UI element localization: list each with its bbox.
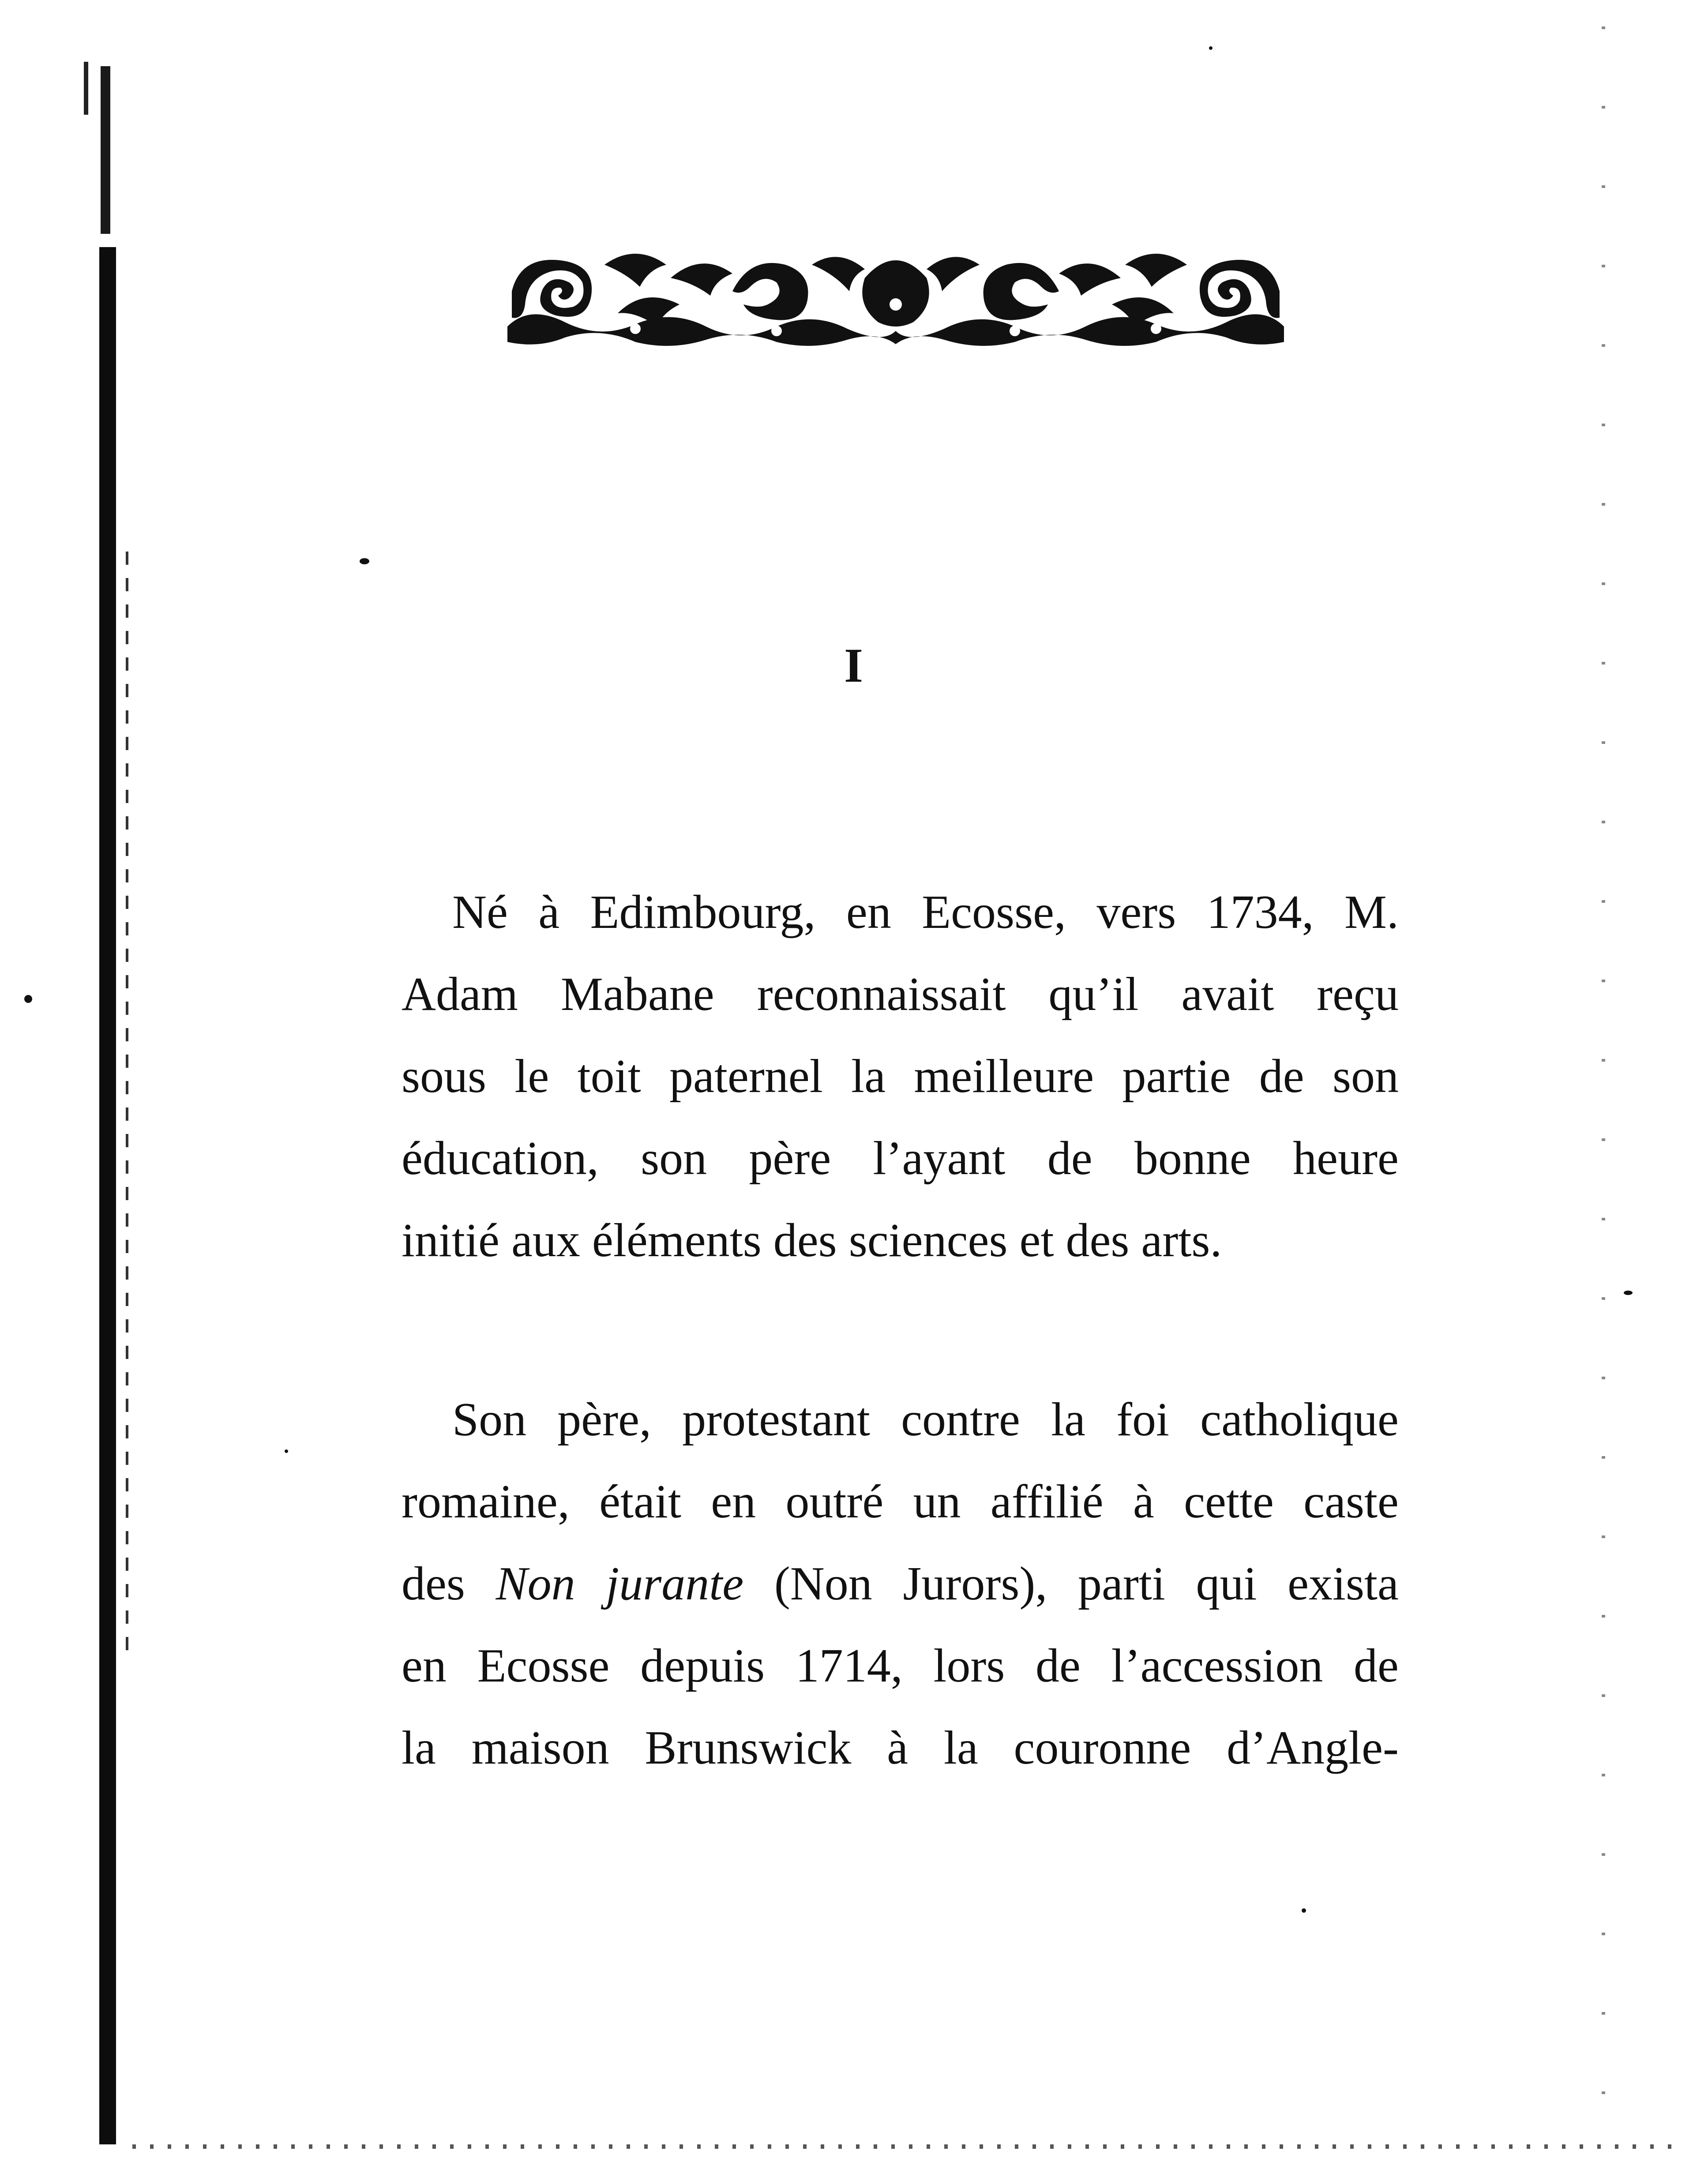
- binding-edge: [99, 247, 116, 2144]
- scan-speck: [360, 558, 369, 564]
- paragraph: [402, 871, 1399, 1282]
- binding-shadow: [126, 552, 128, 1655]
- scan-speck: [1302, 1908, 1306, 1913]
- scan-speck: [1624, 1291, 1633, 1295]
- scan-speck: [285, 1449, 288, 1453]
- text-line: Né à Edimbourg, en Ecosse, vers 1734, M.: [452, 886, 1399, 938]
- text-line: romaine, était en outré un affilié à cette caste: [402, 1475, 1399, 1528]
- binding-edge: [101, 66, 110, 234]
- page-right-edge: [1602, 26, 1605, 2136]
- scan-artifact: [84, 62, 88, 115]
- text-line: Adam Mabane reconnaissait qu’il avait reçu: [402, 968, 1399, 1021]
- text-line: initié aux éléments des sciences et des arts.: [402, 1214, 1222, 1267]
- italic-term: Non jurante: [496, 1558, 744, 1610]
- text-fragment: (Non Jurors), parti qui exista: [743, 1558, 1399, 1610]
- text-line: éducation, son père l’ayant de bonne heure: [402, 1132, 1399, 1185]
- paragraph: [402, 1379, 1399, 1789]
- page-bottom-edge: [132, 2144, 1677, 2149]
- text-line: en Ecosse depuis 1714, lors de l’accession de: [402, 1640, 1399, 1692]
- text-fragment: des: [402, 1558, 496, 1610]
- text-line: [402, 1543, 1399, 1625]
- text-line: Son père, protestant contre la foi catholique: [452, 1393, 1399, 1446]
- scan-speck: [24, 995, 32, 1003]
- text-line: sous le toit paternel la meilleure partie de son: [402, 1050, 1399, 1103]
- chapter-number: I: [844, 638, 864, 692]
- scan-speck: [1209, 46, 1212, 50]
- floral-scroll-headpiece-icon: [503, 238, 1288, 349]
- text-line: la maison Brunswick à la couronne d’Angle-: [402, 1722, 1399, 1774]
